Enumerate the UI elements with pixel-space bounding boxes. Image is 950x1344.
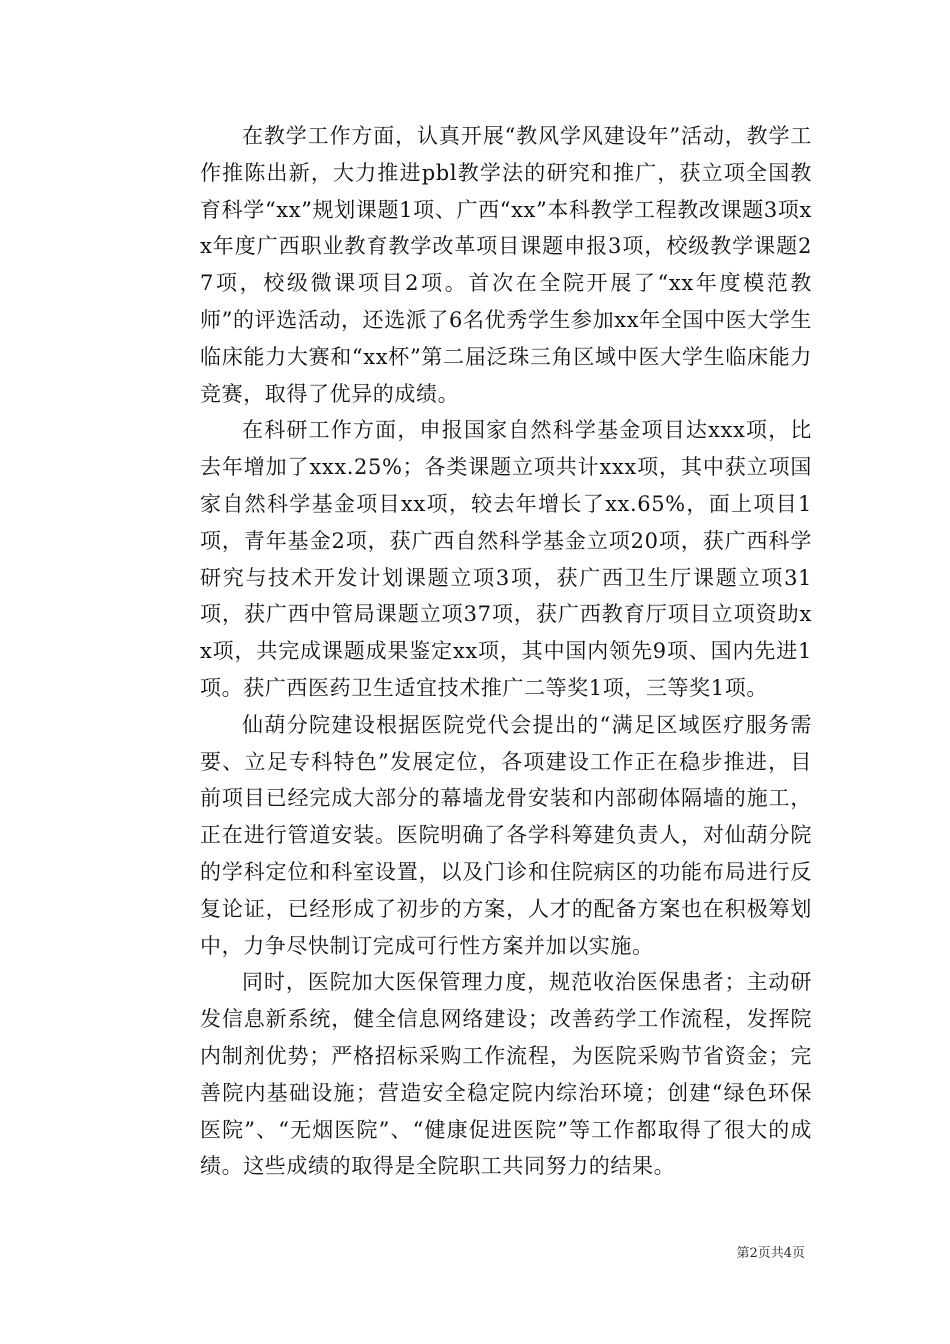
paragraph-branch-construction: 仙葫分院建设根据医院党代会提出的“满足区域医疗服务需要、立足专科特色”发展定位，各项建设工作正在稳步推进，目前项目已经完成大部分的幕墙龙骨安装和内部砌体隔墙的施工，正在进行管道安装。医院明确了各学科筹建负责人，对仙葫分院的学科定位和科室设置，以及门诊和住院病区的功能布局进行反复论证，已经形成了初步的方案，人才的配备方案也在积极筹划中，力争尽快制订完成可行性方案并加以实施。 [200, 712, 812, 958]
paragraph-management: 同时，医院加大医保管理力度，规范收治医保患者；主动研发信息新系统，健全信息网络建设；改善药学工作流程，发挥院内制剂优势；严格招标采购工作流程，为医院采购节省资金；完善院内基础设施；营造安全稳定院内综治环境；创建“绿色环保医院”、“无烟医院”、“健康促进医院”等工作都取得了很大的成绩。这些成绩的取得是全院职工共同努力的结果。 [200, 970, 812, 1179]
paragraph-teaching: 在教学工作方面，认真开展“教风学风建设年”活动，教学工作推陈出新，大力推进pbl教学法的研究和推广，获立项全国教育科学“xx”规划课题1项、广西“xx”本科教学工程教改课题3项xx年度广西职业教育教学改革项目课题申报3项，校级教学课题27项，校级微课项目2项。首次在全院开展了“xx年度模范教师”的评选活动，还选派了6名优秀学生参加xx年全国中医大学生临床能力大赛和“xx杯”第二届泛珠三角区域中医大学生临床能力竞赛，取得了优异的成绩。 [200, 124, 812, 406]
paragraph-research: 在科研工作方面，申报国家自然科学基金项目达xxx项，比去年增加了xxx.25%；各类课题立项共计xxx项，其中获立项国家自然科学基金项目xx项，较去年增长了xx.65%，面上项目1项，青年基金2项，获广西自然科学基金立项20项，获广西科学研究与技术开发计划课题立项3项，获广西卫生厅课题立项31项，获广西中管局课题立项37项，获广西教育厅项目立项资助xx项，共完成课题成果鉴定xx项，其中国内领先9项、国内先进1项。获广西医药卫生适宜技术推广二等奖1项，三等奖1项。 [200, 418, 812, 700]
page-number: 第2页共4页 [736, 1246, 805, 1261]
document-body [200, 118, 812, 1185]
